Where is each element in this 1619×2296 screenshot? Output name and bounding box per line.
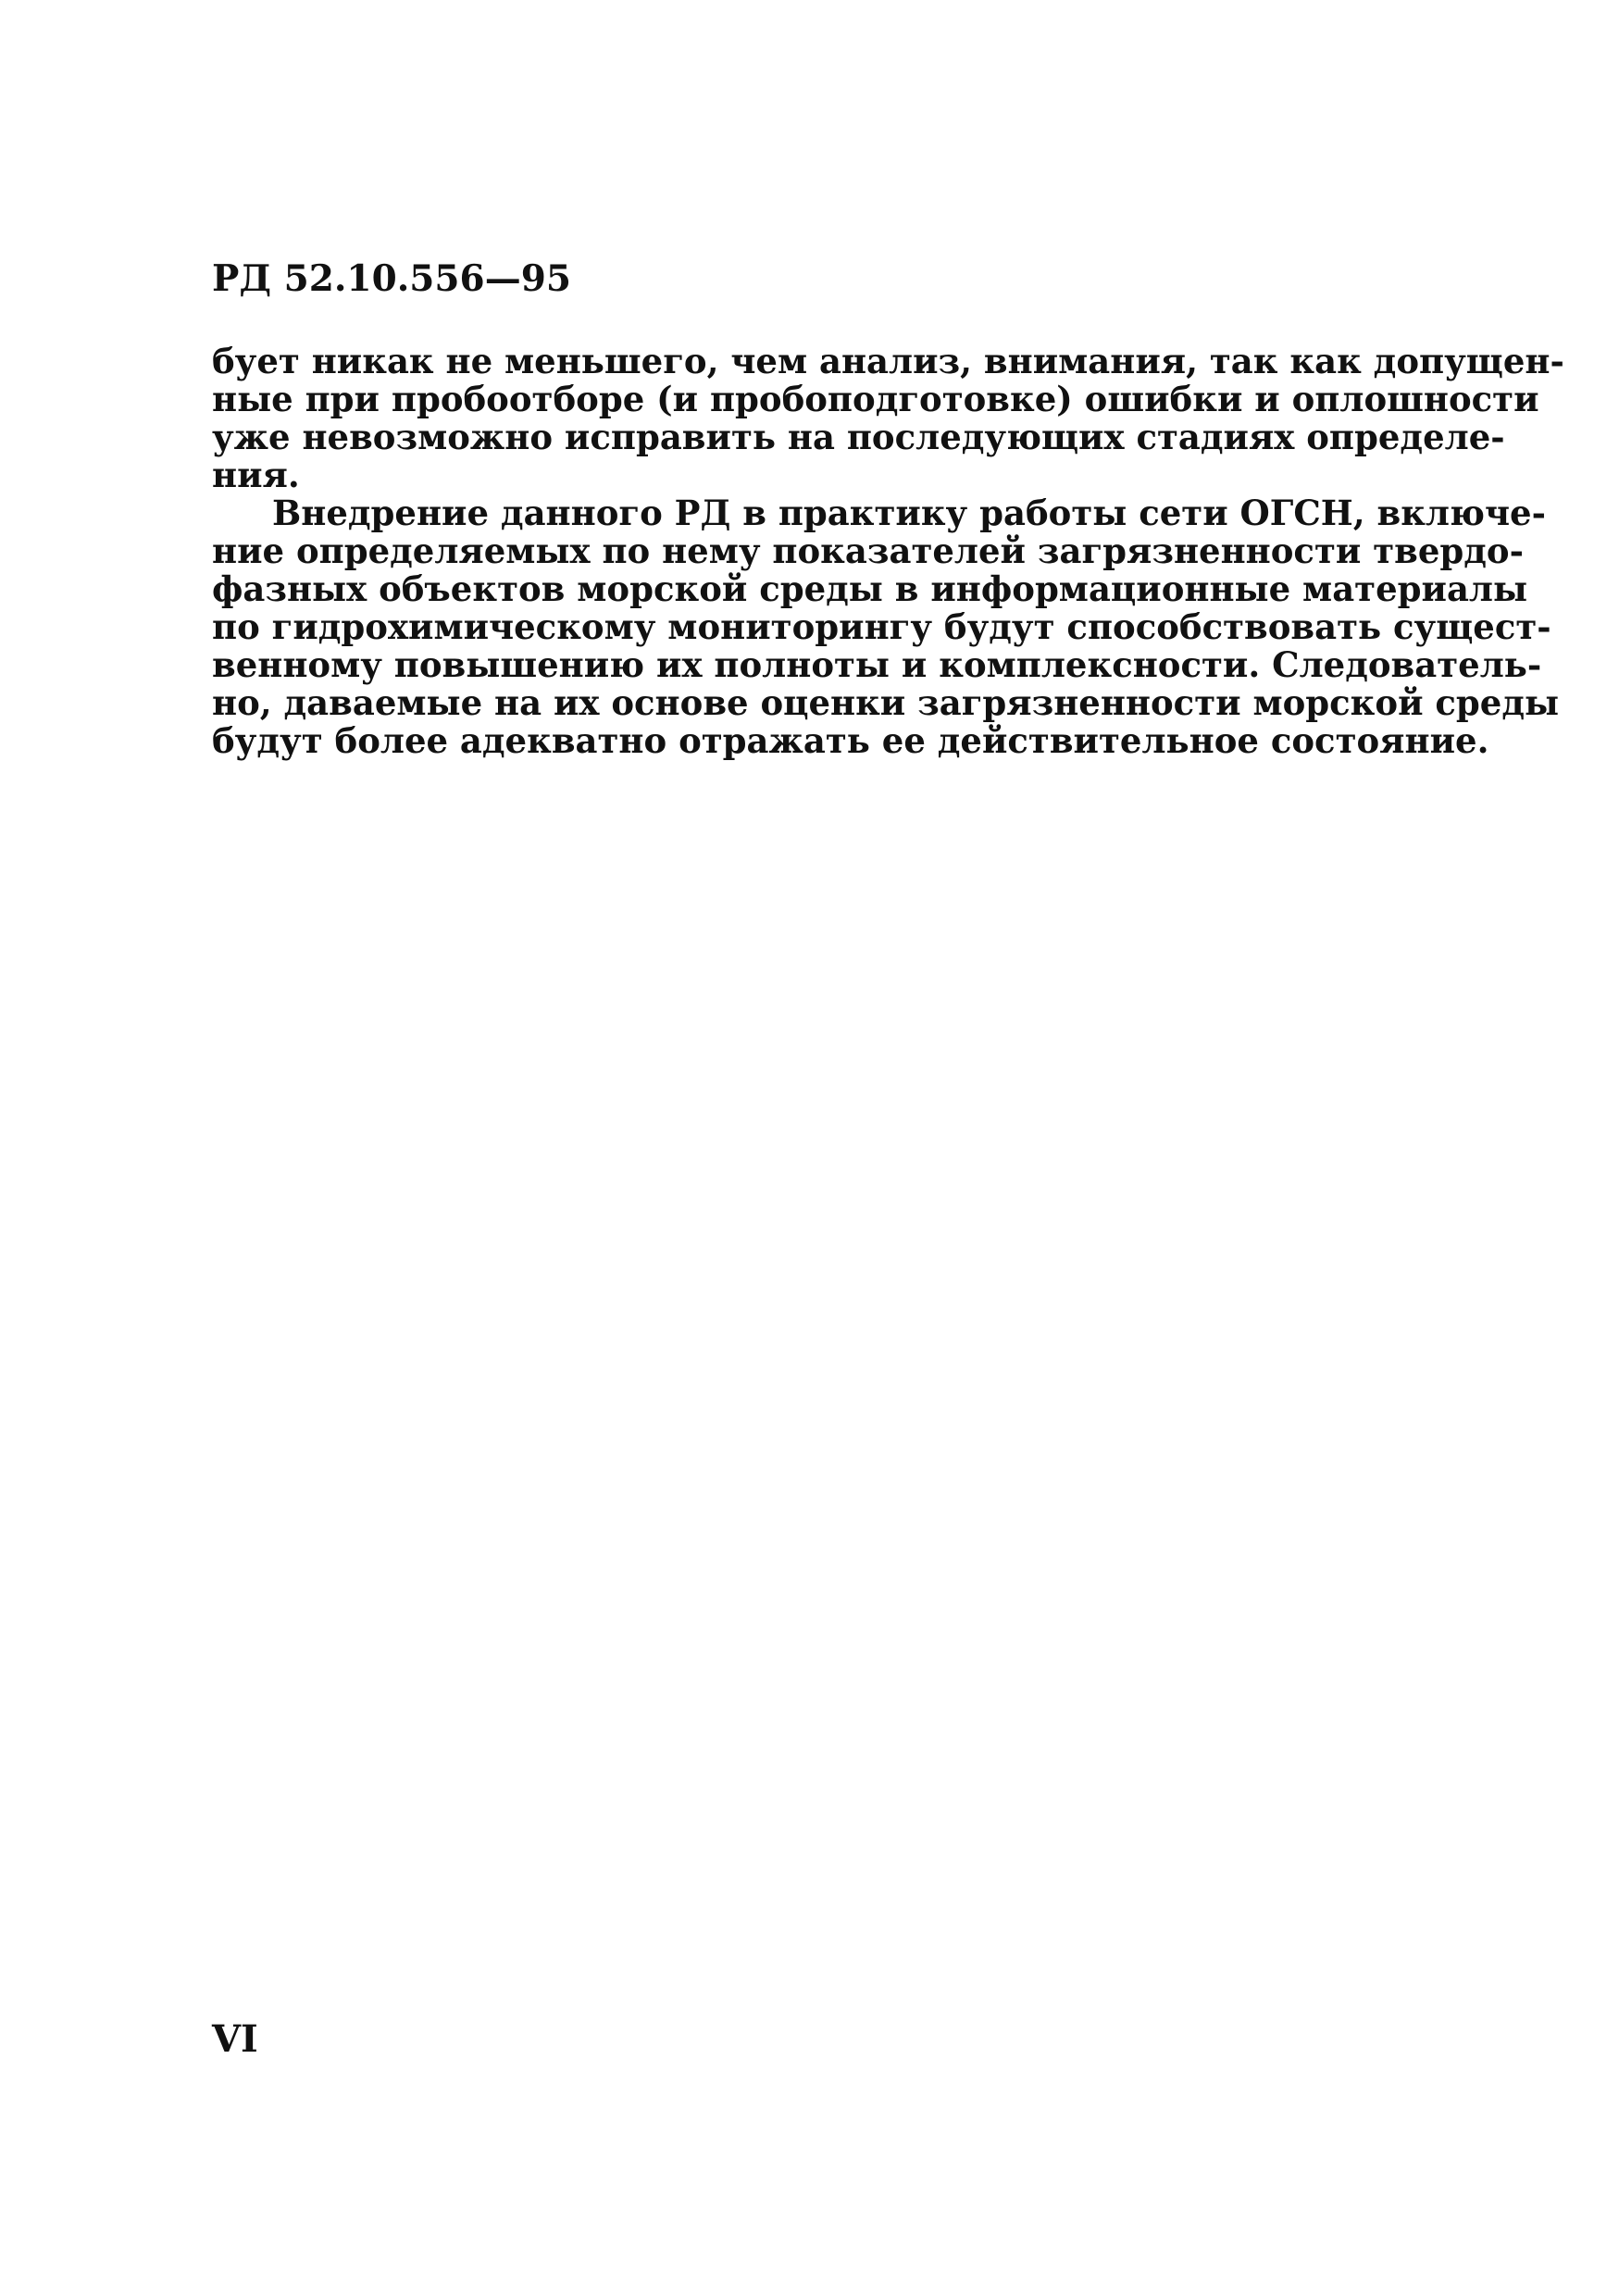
paragraph-line: бует никак не меньшего, чем анализ, внимания, так как допущен- bbox=[212, 341, 1564, 381]
paragraph-line: фазных объектов морской среды в информационные материалы bbox=[212, 568, 1528, 609]
paragraph-line: Внедрение данного РД в практику работы сети ОГСН, включе- bbox=[272, 493, 1546, 533]
paragraph-line: по гидрохимическому мониторингу будут способствовать сущест- bbox=[212, 606, 1551, 647]
paragraph-line: ные при пробоотборе (и пробоподготовке) ошибки и оплошности bbox=[212, 379, 1539, 419]
paragraph-line: ние определяемых по нему показателей загрязненности твердо- bbox=[212, 530, 1524, 571]
document-number-header: РД 52.10.556—95 bbox=[212, 257, 571, 300]
paragraph-line: но, даваемые на их основе оценки загрязненности морской среды bbox=[212, 682, 1560, 723]
paragraph-line: будут более адекватно отражать ее действительное состояние. bbox=[212, 720, 1489, 761]
paragraph-line: ния. bbox=[212, 455, 300, 495]
paragraph-line: уже невозможно исправить на последующих стадиях определе- bbox=[212, 417, 1505, 457]
page-number: VI bbox=[212, 2017, 258, 2061]
paragraph-line: венному повышению их полноты и комплексности. Следователь- bbox=[212, 644, 1542, 685]
